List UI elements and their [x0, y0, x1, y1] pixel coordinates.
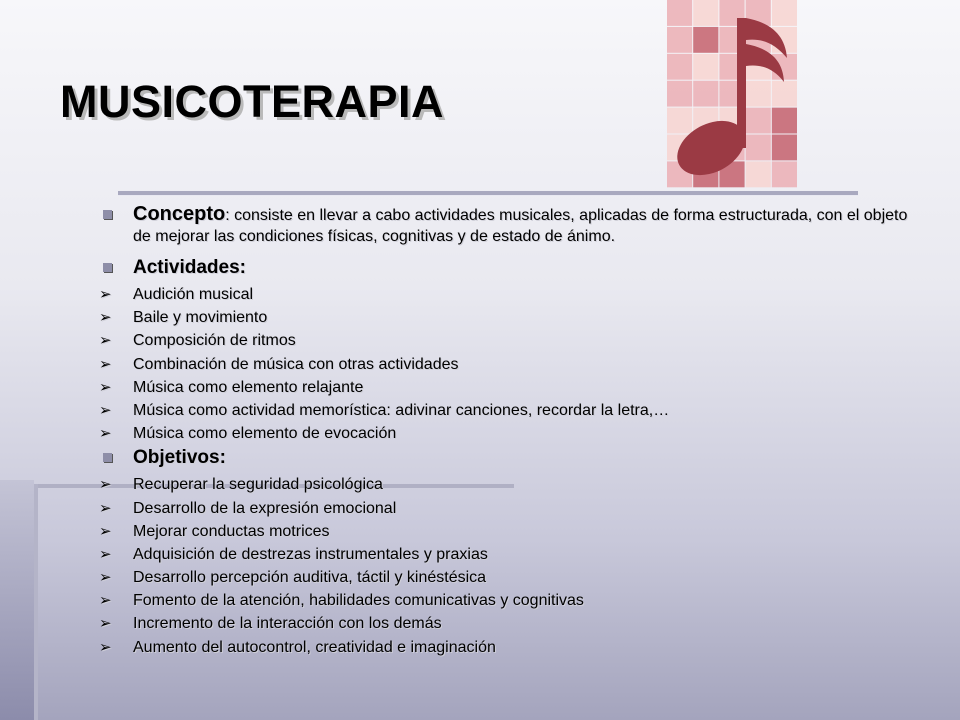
list-item: [96, 331, 926, 351]
list-item: [96, 401, 926, 421]
list-item: [96, 378, 926, 398]
objetivos-list: [96, 475, 926, 657]
arrow-bullet-icon: ➢: [99, 499, 112, 517]
list-item-text: Recuperar la seguridad psicológica: [133, 476, 383, 494]
arrow-bullet-icon: ➢: [99, 401, 112, 419]
tile: [693, 54, 718, 80]
decorative-line-top: [118, 191, 858, 195]
decorative-line-vertical: [34, 484, 38, 720]
tile: [667, 108, 692, 134]
slide-body: [96, 204, 926, 661]
list-item: [96, 545, 926, 565]
list-item-text: Música como elemento de evocación: [133, 425, 397, 443]
list-item: [96, 285, 926, 305]
concept-label: Concepto: [133, 203, 226, 225]
list-item-text: Desarrollo de la expresión emocional: [133, 499, 397, 517]
list-item: [96, 591, 926, 611]
list-item: [96, 638, 926, 658]
arrow-bullet-icon: ➢: [99, 286, 112, 303]
tile: [667, 0, 692, 26]
list-item-text: Combinación de música con otras actividades: [133, 355, 459, 373]
music-note-graphic: [667, 0, 798, 188]
list-item-text: Baile y movimiento: [133, 309, 268, 327]
slide-title: MUSICOTERAPIA: [60, 76, 445, 127]
left-accent-strip: [0, 480, 34, 720]
list-item: [96, 308, 926, 328]
arrow-bullet-icon: ➢: [99, 638, 112, 656]
actividades-heading: Actividades:: [133, 257, 246, 278]
tile: [772, 135, 797, 161]
list-item-text: Desarrollo percepción auditiva, táctil y kinéstésica: [133, 569, 487, 587]
arrow-bullet-icon: ➢: [99, 378, 112, 396]
square-bullet-icon: [103, 263, 112, 272]
tile: [667, 81, 692, 107]
list-item-text: Incremento de la interacción con los demás: [133, 615, 442, 633]
arrow-bullet-icon: ➢: [99, 332, 112, 350]
arrow-bullet-icon: ➢: [99, 476, 112, 494]
list-item-text: Mejorar conductas motrices: [133, 522, 330, 540]
tile: [667, 54, 692, 80]
list-item: [96, 475, 926, 495]
list-item-text: Fomento de la atención, habilidades comunicativas y cognitivas: [133, 592, 584, 610]
arrow-bullet-icon: ➢: [99, 569, 112, 587]
list-item: [96, 424, 926, 444]
list-item: [96, 568, 926, 588]
music-note-icon: [667, 0, 798, 188]
arrow-bullet-icon: ➢: [99, 592, 112, 610]
arrow-bullet-icon: ➢: [99, 425, 112, 443]
objetivos-heading: Objetivos:: [133, 447, 226, 469]
arrow-bullet-icon: ➢: [99, 522, 112, 540]
list-item-text: Adquisición de destrezas instrumentales y praxias: [133, 545, 488, 563]
list-item: [96, 614, 926, 634]
list-item-text: Audición musical: [133, 286, 254, 303]
actividades-list: [96, 285, 926, 444]
list-item-text: Música como elemento relajante: [133, 378, 364, 396]
tile: [693, 81, 718, 107]
tile: [772, 161, 797, 187]
list-item: [96, 522, 926, 542]
tile: [746, 81, 771, 107]
tile: [693, 27, 718, 53]
tile: [667, 27, 692, 53]
bullet-concept: [96, 204, 926, 246]
tile: [746, 108, 771, 134]
tile: [746, 161, 771, 187]
tile: [693, 0, 718, 26]
list-item-text: Música como actividad memorística: adivinar canciones, recordar la letra,…: [133, 401, 670, 419]
tile: [746, 135, 771, 161]
list-item: [96, 355, 926, 375]
arrow-bullet-icon: ➢: [99, 309, 112, 327]
tile: [772, 0, 797, 26]
tile: [772, 81, 797, 107]
bullet-objetivos: [96, 447, 926, 468]
arrow-bullet-icon: ➢: [99, 615, 112, 633]
square-bullet-icon: [103, 453, 112, 462]
arrow-bullet-icon: ➢: [99, 355, 112, 373]
arrow-bullet-icon: ➢: [99, 545, 112, 563]
tile: [772, 108, 797, 134]
bullet-actividades: [96, 257, 926, 278]
list-item-text: Composición de ritmos: [133, 332, 296, 350]
list-item: [96, 499, 926, 519]
square-bullet-icon: [103, 210, 112, 219]
concept-text: : consiste en llevar a cabo actividades musicales, aplicadas de forma estructurada, con el objeto de mejorar las condiciones físicas, cognitivas y de estado de ánimo.: [133, 207, 908, 245]
list-item-text: Aumento del autocontrol, creatividad e imaginación: [133, 638, 496, 656]
